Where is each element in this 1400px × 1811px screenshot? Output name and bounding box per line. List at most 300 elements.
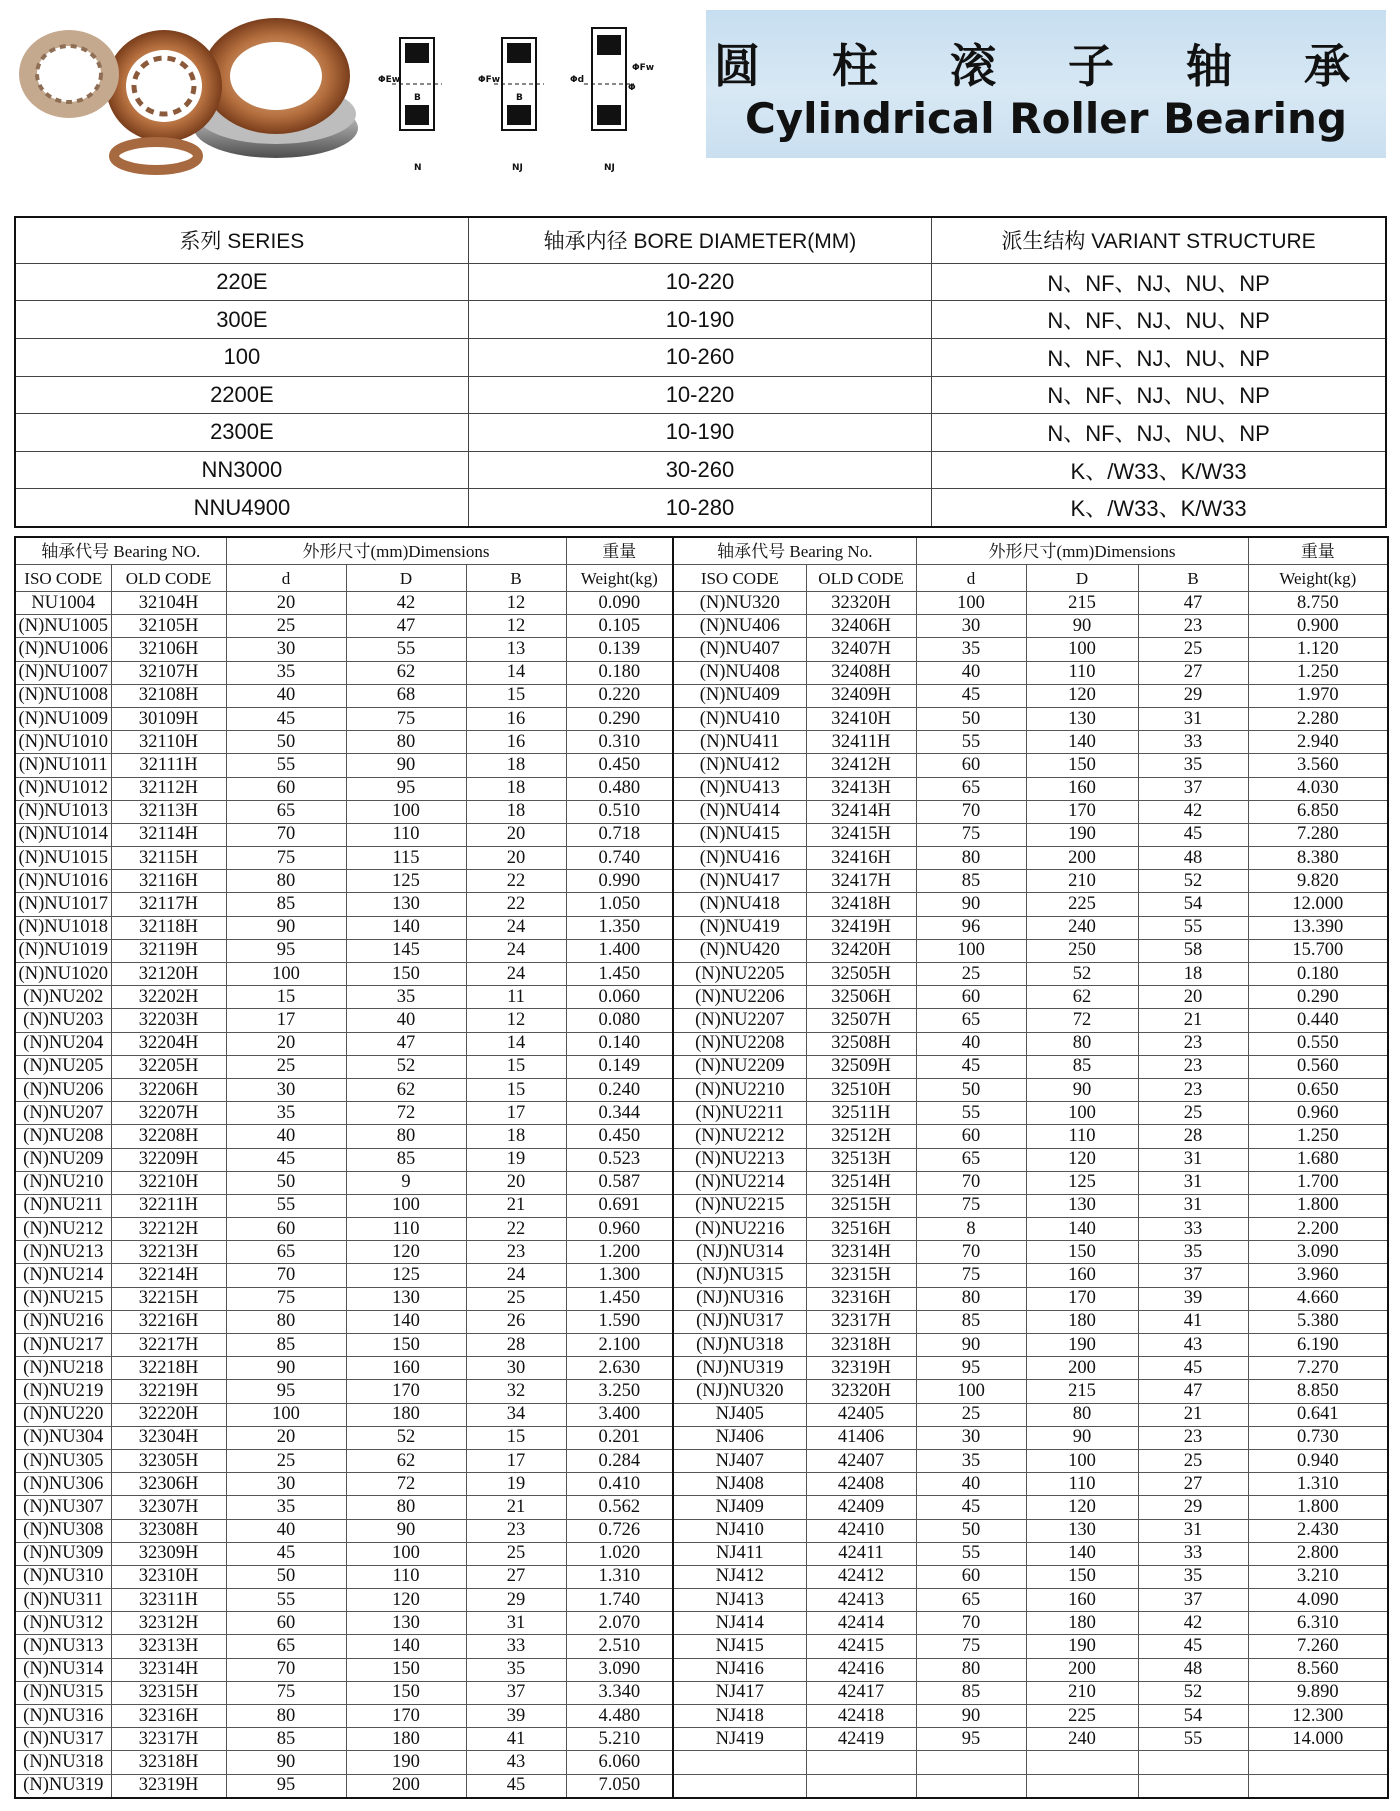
D-cell: 100 xyxy=(346,1542,466,1565)
D-cell: 150 xyxy=(346,963,466,986)
iso-code-cell: (N)NU312 xyxy=(15,1612,111,1635)
weight-cell: 6.850 xyxy=(1248,800,1388,823)
d-cell xyxy=(916,1751,1026,1774)
D-cell: 47 xyxy=(346,1032,466,1055)
d-cell: 90 xyxy=(916,1334,1026,1357)
D-cell: 90 xyxy=(1026,1078,1138,1101)
title-banner xyxy=(706,10,1386,158)
weight-cell: 0.641 xyxy=(1248,1403,1388,1426)
table-row xyxy=(15,1171,1388,1194)
dim-label: Φd xyxy=(570,75,585,85)
D-cell: 80 xyxy=(346,1496,466,1519)
B-cell: 33 xyxy=(1138,731,1248,754)
d-cell: 70 xyxy=(226,1264,346,1287)
old-code-cell: 32320H xyxy=(806,1380,916,1403)
table-row xyxy=(15,986,1388,1009)
D-cell: 120 xyxy=(1026,684,1138,707)
variant-structure-cell: K、/W33、K/W33 xyxy=(932,489,1386,527)
D-cell: 225 xyxy=(1026,893,1138,916)
D-cell: 210 xyxy=(1026,870,1138,893)
weight-cell: 0.284 xyxy=(566,1449,673,1472)
iso-code-cell: (N)NU2215 xyxy=(673,1194,806,1217)
d-cell: 45 xyxy=(226,1148,346,1171)
weight-cell: 0.940 xyxy=(1248,1449,1388,1472)
d-cell: 90 xyxy=(916,1705,1026,1728)
B-cell: 12 xyxy=(466,1009,566,1032)
D-cell: 190 xyxy=(1026,1635,1138,1658)
table-row xyxy=(15,1426,1388,1449)
variant-structure-cell: N、NF、NJ、NU、NP xyxy=(932,301,1386,339)
d-cell: 70 xyxy=(916,800,1026,823)
B-cell: 15 xyxy=(466,684,566,707)
B-cell: 13 xyxy=(466,638,566,661)
d-cell: 85 xyxy=(226,1728,346,1751)
D-cell: 42 xyxy=(346,592,466,615)
D-cell: 190 xyxy=(1026,1334,1138,1357)
D-cell: 110 xyxy=(346,1565,466,1588)
table-row xyxy=(15,1751,1388,1774)
weight-cell: 0.562 xyxy=(566,1496,673,1519)
iso-code-cell: (N)NU203 xyxy=(15,1009,111,1032)
B-cell: 35 xyxy=(1138,1565,1248,1588)
d-cell: 45 xyxy=(226,707,346,730)
old-code-cell: 42418 xyxy=(806,1705,916,1728)
weight-cell xyxy=(1248,1751,1388,1774)
old-code-cell: 32208H xyxy=(111,1125,226,1148)
table-row xyxy=(15,800,1388,823)
weight-cell: 1.450 xyxy=(566,963,673,986)
right-old-code-header: OLD CODE xyxy=(806,565,916,592)
table-row xyxy=(15,1125,1388,1148)
iso-code-cell: (NJ)NU316 xyxy=(673,1287,806,1310)
iso-code-cell: NJ405 xyxy=(673,1403,806,1426)
d-cell: 20 xyxy=(226,592,346,615)
old-code-cell: 32105H xyxy=(111,615,226,638)
B-cell: 37 xyxy=(466,1681,566,1704)
weight-cell: 6.060 xyxy=(566,1751,673,1774)
old-code-cell: 32314H xyxy=(111,1658,226,1681)
weight-cell: 0.149 xyxy=(566,1055,673,1078)
table-row xyxy=(15,592,1388,615)
D-cell: 170 xyxy=(1026,800,1138,823)
old-code-cell: 32509H xyxy=(806,1055,916,1078)
old-code-cell: 32120H xyxy=(111,963,226,986)
B-cell: 55 xyxy=(1138,1728,1248,1751)
diagram-label: NJ xyxy=(512,163,523,173)
iso-code-cell: NJ413 xyxy=(673,1589,806,1612)
d-cell: 60 xyxy=(226,1218,346,1241)
iso-code-cell: (N)NU215 xyxy=(15,1287,111,1310)
old-code-cell: 32119H xyxy=(111,939,226,962)
weight-cell: 8.750 xyxy=(1248,592,1388,615)
bearing-table xyxy=(14,536,1389,1799)
old-code-cell: 32207H xyxy=(111,1102,226,1125)
B-cell: 18 xyxy=(1138,963,1248,986)
d-cell: 35 xyxy=(916,1449,1026,1472)
B-cell: 25 xyxy=(466,1287,566,1310)
iso-code-cell: (N)NU2207 xyxy=(673,1009,806,1032)
old-code-cell: 32306H xyxy=(111,1473,226,1496)
table-row xyxy=(15,1403,1388,1426)
weight-cell: 1.740 xyxy=(566,1589,673,1612)
D-cell: 95 xyxy=(346,777,466,800)
iso-code-cell: NJ416 xyxy=(673,1658,806,1681)
series-table xyxy=(14,216,1387,528)
weight-cell: 0.310 xyxy=(566,731,673,754)
D-cell: 72 xyxy=(346,1473,466,1496)
series-cell: 2300E xyxy=(15,414,468,452)
old-code-cell: 32117H xyxy=(111,893,226,916)
table-row xyxy=(15,1218,1388,1241)
weight-cell: 0.691 xyxy=(566,1194,673,1217)
B-cell: 29 xyxy=(1138,684,1248,707)
iso-code-cell: (N)NU2205 xyxy=(673,963,806,986)
iso-code-cell: (N)NU2211 xyxy=(673,1102,806,1125)
weight-cell: 2.200 xyxy=(1248,1218,1388,1241)
B-cell: 31 xyxy=(466,1612,566,1635)
d-cell: 40 xyxy=(916,1473,1026,1496)
iso-code-cell: (N)NU210 xyxy=(15,1171,111,1194)
old-code-cell: 32211H xyxy=(111,1194,226,1217)
D-cell: 110 xyxy=(346,1218,466,1241)
D-cell: 80 xyxy=(1026,1032,1138,1055)
title-chinese: 圆 柱 滚 子 轴 承 xyxy=(713,39,1379,93)
old-code-cell: 42419 xyxy=(806,1728,916,1751)
B-cell: 33 xyxy=(1138,1218,1248,1241)
B-cell: 37 xyxy=(1138,1589,1248,1612)
d-cell: 75 xyxy=(916,1194,1026,1217)
iso-code-cell: (N)NU1007 xyxy=(15,661,111,684)
B-cell: 12 xyxy=(466,615,566,638)
weight-cell: 5.210 xyxy=(566,1728,673,1751)
iso-code-cell: (N)NU411 xyxy=(673,731,806,754)
old-code-cell: 32407H xyxy=(806,638,916,661)
B-cell xyxy=(1138,1774,1248,1798)
weight-cell: 7.270 xyxy=(1248,1357,1388,1380)
d-cell: 70 xyxy=(226,823,346,846)
D-cell: 170 xyxy=(1026,1287,1138,1310)
variant-structure-header: 派生结构 VARIANT STRUCTURE xyxy=(932,217,1386,263)
D-cell: 52 xyxy=(1026,963,1138,986)
B-cell: 39 xyxy=(466,1705,566,1728)
old-code-cell: 32308H xyxy=(111,1519,226,1542)
old-code-cell: 42416 xyxy=(806,1658,916,1681)
table-row xyxy=(15,1565,1388,1588)
D-cell: 35 xyxy=(346,986,466,1009)
B-cell: 47 xyxy=(1138,1380,1248,1403)
D-cell: 140 xyxy=(1026,731,1138,754)
old-code-cell: 32505H xyxy=(806,963,916,986)
weight-cell: 0.960 xyxy=(566,1218,673,1241)
B-cell: 24 xyxy=(466,1264,566,1287)
B-cell: 18 xyxy=(466,754,566,777)
weight-cell: 3.340 xyxy=(566,1681,673,1704)
iso-code-cell: (N)NU319 xyxy=(15,1774,111,1798)
old-code-cell: 32118H xyxy=(111,916,226,939)
d-cell: 60 xyxy=(916,986,1026,1009)
B-cell: 48 xyxy=(1138,1658,1248,1681)
d-cell: 100 xyxy=(226,963,346,986)
d-cell: 55 xyxy=(226,1194,346,1217)
weight-cell: 13.390 xyxy=(1248,916,1388,939)
weight-cell: 3.960 xyxy=(1248,1264,1388,1287)
iso-code-cell: (N)NU310 xyxy=(15,1565,111,1588)
old-code-cell: 32408H xyxy=(806,661,916,684)
D-cell: 110 xyxy=(1026,661,1138,684)
B-cell: 31 xyxy=(1138,1194,1248,1217)
series-cell: NNU4900 xyxy=(15,489,468,527)
d-cell: 100 xyxy=(916,1380,1026,1403)
B-cell: 16 xyxy=(466,731,566,754)
iso-code-cell: (N)NU2210 xyxy=(673,1078,806,1101)
bore-diameter-cell: 10-220 xyxy=(468,376,931,414)
old-code-cell: 32116H xyxy=(111,870,226,893)
iso-code-cell: NJ408 xyxy=(673,1473,806,1496)
old-code-cell: 41406 xyxy=(806,1426,916,1449)
B-cell: 28 xyxy=(466,1334,566,1357)
d-cell: 35 xyxy=(226,1496,346,1519)
d-cell: 17 xyxy=(226,1009,346,1032)
d-cell: 8 xyxy=(916,1218,1026,1241)
variant-structure-cell: N、NF、NJ、NU、NP xyxy=(932,414,1386,452)
iso-code-cell: (N)NU419 xyxy=(673,916,806,939)
weight-cell: 2.800 xyxy=(1248,1542,1388,1565)
iso-code-cell: NJ406 xyxy=(673,1426,806,1449)
weight-cell: 6.310 xyxy=(1248,1612,1388,1635)
old-code-cell: 32410H xyxy=(806,707,916,730)
D-cell: 150 xyxy=(346,1334,466,1357)
iso-code-cell: (N)NU2214 xyxy=(673,1171,806,1194)
iso-code-cell: (N)NU315 xyxy=(15,1681,111,1704)
table-row xyxy=(15,1635,1388,1658)
B-cell: 43 xyxy=(466,1751,566,1774)
iso-code-cell: (N)NU208 xyxy=(15,1125,111,1148)
weight-cell: 0.587 xyxy=(566,1171,673,1194)
B-cell: 54 xyxy=(1138,893,1248,916)
B-cell: 33 xyxy=(1138,1542,1248,1565)
B-cell: 20 xyxy=(1138,986,1248,1009)
d-cell: 75 xyxy=(916,1635,1026,1658)
variant-structure-cell: N、NF、NJ、NU、NP xyxy=(932,263,1386,301)
d-cell: 20 xyxy=(226,1032,346,1055)
weight-cell: 4.030 xyxy=(1248,777,1388,800)
B-cell: 41 xyxy=(466,1728,566,1751)
B-cell: 20 xyxy=(466,847,566,870)
B-cell: 17 xyxy=(466,1102,566,1125)
weight-cell: 12.300 xyxy=(1248,1705,1388,1728)
weight-cell: 0.523 xyxy=(566,1148,673,1171)
table-row xyxy=(15,684,1388,707)
d-cell: 65 xyxy=(916,1148,1026,1171)
old-code-cell: 32415H xyxy=(806,823,916,846)
D-cell: 130 xyxy=(346,893,466,916)
table-row xyxy=(15,777,1388,800)
iso-code-cell: (N)NU214 xyxy=(15,1264,111,1287)
table-row xyxy=(15,916,1388,939)
old-code-cell: 32218H xyxy=(111,1357,226,1380)
table-row xyxy=(15,1241,1388,1264)
left-old-code-header: OLD CODE xyxy=(111,565,226,592)
old-code-cell: 32314H xyxy=(806,1241,916,1264)
B-cell: 23 xyxy=(1138,1078,1248,1101)
iso-code-cell: (N)NU408 xyxy=(673,661,806,684)
old-code-cell: 32507H xyxy=(806,1009,916,1032)
table-row xyxy=(15,1078,1388,1101)
B-cell: 19 xyxy=(466,1473,566,1496)
d-cell: 40 xyxy=(916,661,1026,684)
weight-cell: 6.190 xyxy=(1248,1334,1388,1357)
weight-cell: 0.900 xyxy=(1248,615,1388,638)
d-cell: 25 xyxy=(916,963,1026,986)
B-cell: 29 xyxy=(466,1589,566,1612)
iso-code-cell: (N)NU1016 xyxy=(15,870,111,893)
weight-cell: 0.344 xyxy=(566,1102,673,1125)
weight-cell: 0.726 xyxy=(566,1519,673,1542)
old-code-cell: 32316H xyxy=(111,1705,226,1728)
D-cell: 160 xyxy=(1026,777,1138,800)
old-code-cell: 32205H xyxy=(111,1055,226,1078)
d-cell: 65 xyxy=(226,1241,346,1264)
iso-code-cell: (N)NU2209 xyxy=(673,1055,806,1078)
old-code-cell: 32316H xyxy=(806,1287,916,1310)
weight-cell: 0.410 xyxy=(566,1473,673,1496)
title-english: Cylindrical Roller Bearing xyxy=(744,94,1348,143)
iso-code-cell: (N)NU2208 xyxy=(673,1032,806,1055)
D-cell: 130 xyxy=(346,1287,466,1310)
D-cell: 72 xyxy=(346,1102,466,1125)
iso-code-cell: (N)NU407 xyxy=(673,638,806,661)
d-cell: 80 xyxy=(916,1287,1026,1310)
B-cell: 21 xyxy=(1138,1009,1248,1032)
old-code-cell: 32313H xyxy=(111,1635,226,1658)
variant-structure-cell: K、/W33、K/W33 xyxy=(932,451,1386,489)
d-cell: 65 xyxy=(916,1009,1026,1032)
old-code-cell: 30109H xyxy=(111,707,226,730)
B-cell: 15 xyxy=(466,1055,566,1078)
old-code-cell: 32214H xyxy=(111,1264,226,1287)
series-table-body xyxy=(15,217,1386,527)
weight-cell: 0.440 xyxy=(1248,1009,1388,1032)
B-cell: 23 xyxy=(466,1519,566,1542)
weight-cell: 1.120 xyxy=(1248,638,1388,661)
B-cell: 31 xyxy=(1138,1171,1248,1194)
iso-code-cell: (N)NU1010 xyxy=(15,731,111,754)
B-cell: 23 xyxy=(1138,1055,1248,1078)
bearing-table-body xyxy=(15,592,1388,1798)
weight-cell: 0.450 xyxy=(566,754,673,777)
table-row xyxy=(15,870,1388,893)
old-code-cell: 32307H xyxy=(111,1496,226,1519)
B-cell: 43 xyxy=(1138,1334,1248,1357)
weight-cell: 0.718 xyxy=(566,823,673,846)
iso-code-cell: (N)NU1013 xyxy=(15,800,111,823)
B-cell: 52 xyxy=(1138,1681,1248,1704)
old-code-cell: 32510H xyxy=(806,1078,916,1101)
B-cell: 28 xyxy=(1138,1125,1248,1148)
series-cell: 220E xyxy=(15,263,468,301)
D-cell: 125 xyxy=(1026,1171,1138,1194)
diagram-label: N xyxy=(414,163,422,173)
table-row xyxy=(15,661,1388,684)
iso-code-cell: (N)NU220 xyxy=(15,1403,111,1426)
old-code-cell: 32319H xyxy=(111,1774,226,1798)
D-cell: 170 xyxy=(346,1380,466,1403)
iso-code-cell: (N)NU307 xyxy=(15,1496,111,1519)
iso-code-cell: (N)NU1006 xyxy=(15,638,111,661)
table-row xyxy=(15,1496,1388,1519)
D-cell: 140 xyxy=(346,1635,466,1658)
iso-code-cell: (NJ)NU320 xyxy=(673,1380,806,1403)
old-code-cell: 32414H xyxy=(806,800,916,823)
bore-diameter-cell: 10-280 xyxy=(468,489,931,527)
d-cell: 65 xyxy=(226,800,346,823)
weight-cell: 1.700 xyxy=(1248,1171,1388,1194)
old-code-cell: 32202H xyxy=(111,986,226,1009)
weight-cell: 1.450 xyxy=(566,1287,673,1310)
B-cell: 34 xyxy=(466,1403,566,1426)
weight-cell: 5.380 xyxy=(1248,1310,1388,1333)
d-cell: 45 xyxy=(226,1542,346,1565)
iso-code-cell: NJ411 xyxy=(673,1542,806,1565)
D-cell: 215 xyxy=(1026,592,1138,615)
series-cell: 100 xyxy=(15,338,468,376)
B-cell: 37 xyxy=(1138,1264,1248,1287)
iso-code-cell: (NJ)NU315 xyxy=(673,1264,806,1287)
iso-code-cell: (N)NU410 xyxy=(673,707,806,730)
B-cell: 35 xyxy=(466,1658,566,1681)
iso-code-cell: (N)NU217 xyxy=(15,1334,111,1357)
d-cell: 40 xyxy=(916,1032,1026,1055)
iso-code-cell: (N)NU1008 xyxy=(15,684,111,707)
right-weight-cn-header: 重量 xyxy=(1248,537,1388,565)
B-cell: 52 xyxy=(1138,870,1248,893)
old-code-cell: 32511H xyxy=(806,1102,916,1125)
B-cell: 41 xyxy=(1138,1310,1248,1333)
D-cell: 130 xyxy=(1026,1194,1138,1217)
d-cell: 40 xyxy=(226,1519,346,1542)
iso-code-cell: (N)NU1011 xyxy=(15,754,111,777)
B-cell: 15 xyxy=(466,1078,566,1101)
series-row xyxy=(15,301,1386,339)
D-cell: 140 xyxy=(1026,1218,1138,1241)
old-code-cell: 42411 xyxy=(806,1542,916,1565)
bearing-diagrams xyxy=(370,20,680,180)
dim-label: ΦFw xyxy=(632,63,655,73)
d-cell: 65 xyxy=(916,777,1026,800)
weight-cell: 0.450 xyxy=(566,1125,673,1148)
old-code-cell: 32418H xyxy=(806,893,916,916)
d-cell: 50 xyxy=(226,731,346,754)
d-cell: 96 xyxy=(916,916,1026,939)
D-cell: 160 xyxy=(1026,1589,1138,1612)
dim-label: Φ xyxy=(628,83,636,93)
D-cell: 180 xyxy=(346,1403,466,1426)
old-code-cell: 32311H xyxy=(111,1589,226,1612)
weight-cell: 9.820 xyxy=(1248,870,1388,893)
old-code-cell: 42409 xyxy=(806,1496,916,1519)
old-code-cell: 42414 xyxy=(806,1612,916,1635)
old-code-cell: 32506H xyxy=(806,986,916,1009)
iso-code-cell: NJ409 xyxy=(673,1496,806,1519)
iso-code-cell: (N)NU213 xyxy=(15,1241,111,1264)
weight-cell: 2.940 xyxy=(1248,731,1388,754)
iso-code-cell: (N)NU1005 xyxy=(15,615,111,638)
iso-code-cell: (N)NU219 xyxy=(15,1380,111,1403)
B-cell: 20 xyxy=(466,823,566,846)
D-cell: 130 xyxy=(346,1612,466,1635)
table-row xyxy=(15,1148,1388,1171)
table-row xyxy=(15,1473,1388,1496)
